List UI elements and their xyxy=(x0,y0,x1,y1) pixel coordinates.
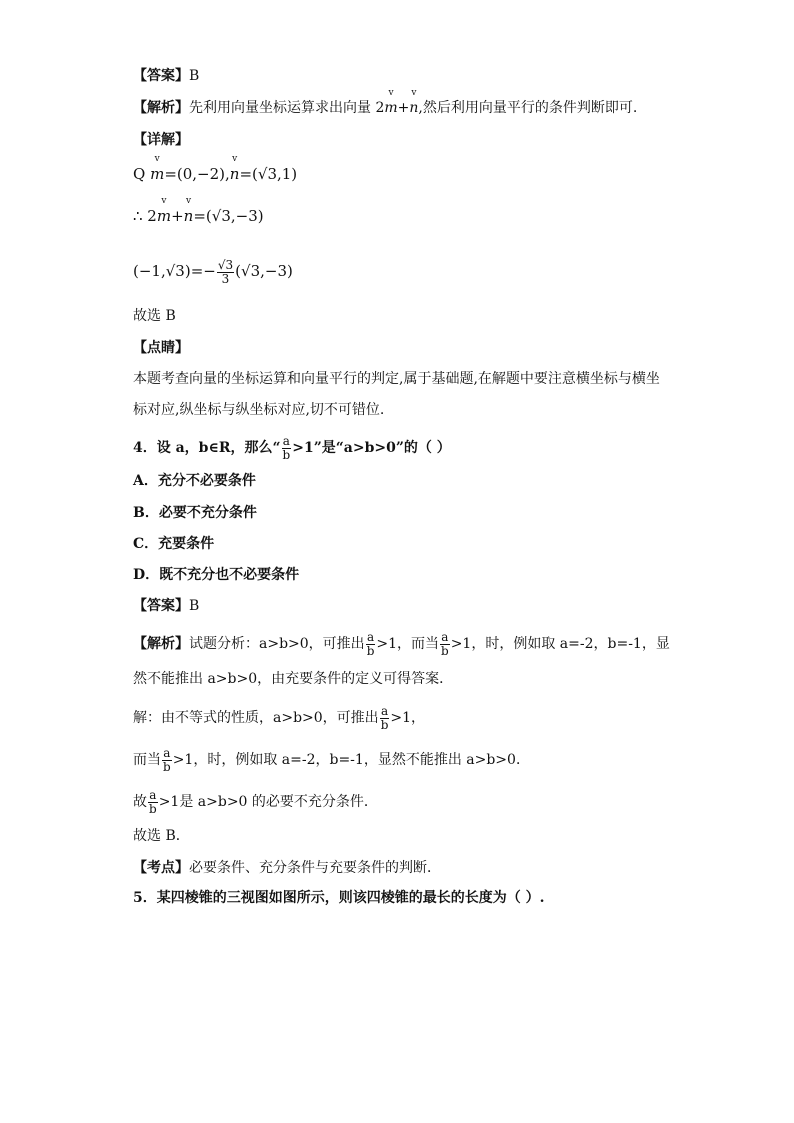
analysis-a1-pre: 试题分析：a>b>0，可推出 xyxy=(189,636,365,652)
fraction-denominator: b xyxy=(149,801,157,816)
vector-arrow-icon: v xyxy=(411,88,417,98)
q4-option-d: D．既不充分也不必要条件 xyxy=(133,567,300,583)
q3-comment-line-1: 本题考查向量的坐标运算和向量平行的判定,属于基础题,在解题中要注意横坐标与横坐 xyxy=(133,371,660,387)
analysis-tag: 【解析】 xyxy=(133,636,189,652)
q4-stem-pre: 4．设 a，b∈R，那么“ xyxy=(133,440,281,456)
radical-icon: √ xyxy=(165,262,176,280)
q3-answer-line xyxy=(133,66,199,86)
eq3-rhs-b: 3,−3) xyxy=(250,262,293,280)
q3-equation-3 xyxy=(133,256,293,286)
vector-m xyxy=(150,154,165,184)
fraction-sqrt3-over-3 xyxy=(217,259,234,286)
q4-stem-post: >1”是“a>b>0”的（ ） xyxy=(292,440,451,456)
vector-m xyxy=(156,196,172,226)
fraction-numerator: a xyxy=(282,433,290,448)
answer-value: B xyxy=(189,598,200,614)
vector-n xyxy=(409,88,419,118)
eq2-rhs-a: =( xyxy=(193,207,212,225)
fraction-a-over-b xyxy=(380,705,390,732)
q4-analysis-line-2: 然不能推出 a>b>0，由充要条件的定义可得答案． xyxy=(133,671,454,687)
solution-s2-pre: 而当 xyxy=(133,752,161,768)
fraction-a-over-b xyxy=(282,435,292,462)
q3-comment-line-2: 标对应,纵坐标与纵坐标对应,切不可错位. xyxy=(133,402,385,418)
fraction-a-over-b xyxy=(162,747,172,774)
numerator-value: 3 xyxy=(225,257,234,272)
vector-m-letter: m xyxy=(150,165,165,183)
analysis-a1-post: >1，时，例如取 a=-2，b=-1，显 xyxy=(450,636,670,652)
analysis-text-post: ,然后利用向量平行的条件判断即可. xyxy=(418,100,638,116)
eq1-rhs-a: =( xyxy=(239,165,258,183)
fraction-denominator: b xyxy=(441,643,449,658)
solution-s3-post: >1是 a>b>0 的必要不充分条件． xyxy=(158,794,378,810)
vector-n-letter: n xyxy=(183,207,194,225)
q5-stem: 5．某四棱锥的三视图如图所示，则该四棱锥的最长的长度为（ ）. xyxy=(133,890,545,906)
analysis-text-pre: 先利用向量坐标运算求出向量 2 xyxy=(189,100,385,116)
solution-s2-post: >1，时，例如取 a=-2，b=-1，显然不能推出 a>b>0． xyxy=(172,752,530,768)
q4-stem xyxy=(133,434,451,462)
radical-icon: √ xyxy=(241,262,251,280)
fraction-a-over-b xyxy=(440,631,450,658)
q4-analysis-line-1 xyxy=(133,630,670,658)
q4-knowledge-point xyxy=(133,858,441,878)
vector-n xyxy=(183,196,194,226)
q3-equation-2 xyxy=(133,196,264,226)
q4-option-a: A．充分不必要条件 xyxy=(133,473,256,489)
q4-answer-line xyxy=(133,596,199,616)
q3-conclusion: 故选 B xyxy=(133,308,176,324)
kp-text: 必要条件、充分条件与充要条件的判断． xyxy=(189,860,441,876)
eq1-rhs-b: 3,1) xyxy=(267,165,298,183)
q4-conclusion: 故选 B． xyxy=(133,828,190,844)
eq1-mid: =(0,−2), xyxy=(164,165,230,183)
fraction-denominator: 3 xyxy=(221,271,230,286)
vector-arrow-icon: v xyxy=(388,88,394,98)
vector-n-letter: n xyxy=(229,165,240,183)
q4-solution-line-1 xyxy=(133,704,425,732)
vector-arrow-icon: v xyxy=(185,196,192,206)
because-symbol: Q xyxy=(133,165,146,183)
eq3-lhs-a: (−1, xyxy=(133,262,166,280)
fraction-numerator: a xyxy=(380,703,389,718)
q4-option-c: C．充要条件 xyxy=(133,536,215,552)
vector-m-letter: m xyxy=(156,207,172,225)
kp-tag: 【考点】 xyxy=(133,860,189,876)
vector-n xyxy=(229,154,240,184)
vector-m xyxy=(384,88,398,118)
fraction-denominator: b xyxy=(282,447,291,462)
q3-equation-1 xyxy=(133,154,298,184)
q3-comment-tag xyxy=(133,338,189,358)
plus-sign: + xyxy=(171,207,184,225)
vector-arrow-icon: v xyxy=(154,154,160,164)
solution-s1-post: >1， xyxy=(390,710,426,726)
q4-option-b: B．必要不充分条件 xyxy=(133,505,257,521)
fraction-a-over-b xyxy=(148,789,158,816)
fraction-numerator: a xyxy=(163,745,171,760)
fraction-denominator: b xyxy=(366,643,375,658)
fraction-denominator: b xyxy=(380,717,389,732)
answer-tag: 【答案】 xyxy=(133,598,189,614)
plus-sign: + xyxy=(397,100,410,116)
vector-m-letter: m xyxy=(384,100,398,116)
fraction-a-over-b xyxy=(366,631,376,658)
q3-detail-tag xyxy=(133,130,189,150)
analysis-tag: 【解析】 xyxy=(133,100,189,116)
eq2-rhs-b: 3,−3) xyxy=(221,207,264,225)
vector-n-letter: n xyxy=(409,100,419,116)
comment-tag: 【点睛】 xyxy=(133,340,189,356)
answer-value: B xyxy=(189,68,200,84)
q3-analysis-line xyxy=(133,88,638,118)
radical-icon: √ xyxy=(257,165,268,183)
vector-arrow-icon: v xyxy=(161,196,167,206)
q4-solution-line-2 xyxy=(133,746,530,774)
eq3-rhs-a: ( xyxy=(235,262,241,280)
eq2-prefix: ∴ 2 xyxy=(133,207,157,225)
fraction-denominator: b xyxy=(163,759,171,774)
solution-s1-pre: 解：由不等式的性质，a>b>0，可推出 xyxy=(133,710,379,726)
solution-s3-pre: 故 xyxy=(133,794,147,810)
fraction-numerator xyxy=(217,259,234,273)
answer-tag: 【答案】 xyxy=(133,68,189,84)
eq3-lhs-b: 3)=− xyxy=(175,262,216,280)
fraction-numerator: a xyxy=(441,629,449,644)
detail-tag: 【详解】 xyxy=(133,132,189,148)
analysis-a1-mid: >1，而当 xyxy=(376,636,440,652)
radical-icon: √ xyxy=(217,257,226,272)
radical-icon: √ xyxy=(211,207,222,225)
fraction-numerator: a xyxy=(366,629,375,644)
fraction-numerator: a xyxy=(149,787,157,802)
vector-arrow-icon: v xyxy=(232,154,238,164)
q4-solution-line-3 xyxy=(133,788,378,816)
